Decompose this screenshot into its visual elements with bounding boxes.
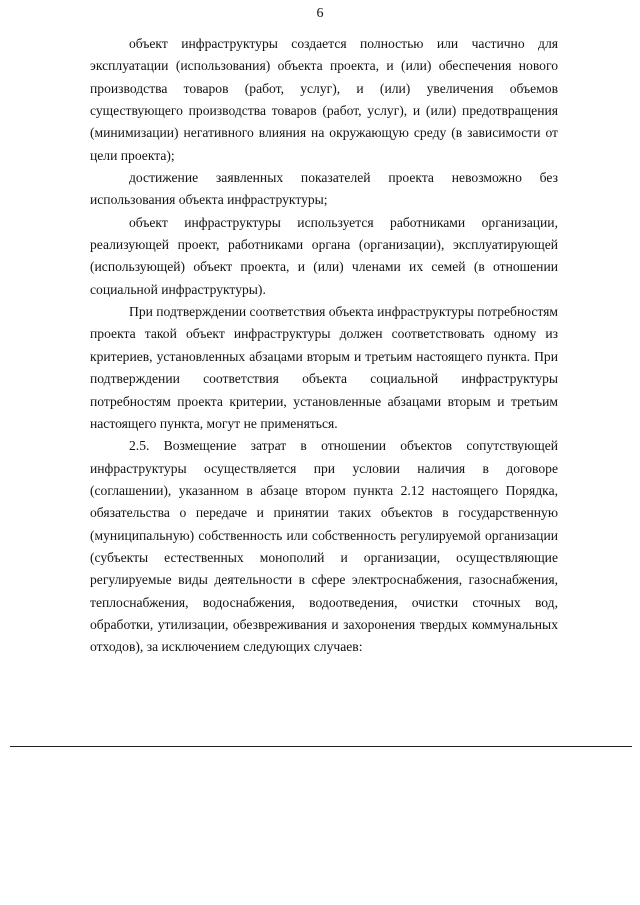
paragraph-indicators: достижение заявленных показателей проекта невозможно без использования объекта инфраструктуры; — [90, 170, 558, 208]
paragraph-workers-usage: объект инфраструктуры используется работниками организации, реализующей проект, работниками органа (организации), эксплуатирующей (использующей) объект проекта, и (или) членами их семей (в отношении социальной инфраструктуры). — [90, 214, 558, 297]
paragraph-section-2-5: 2.5. Возмещение затрат в отношении объектов сопутствующей инфраструктуры осуществляется при условии наличия в договоре (соглашении), указанном в абзаце втором пункта 2.12 настоящего Порядка, обязательства о передаче и принятии таких объектов в государственную (муниципальную) собственность или собственность регулируемой организации (субъекты естественных монополий и организации, осуществляющие регулируемые виды деятельности в сфере электроснабжения, газоснабжения, теплоснабжения, водоснабжения, водоотведения, очистки сточных вод, обработки, утилизации, обезвреживания и захоронения твердых коммунальных отходов), за исключением следующих случаев: — [90, 438, 558, 655]
page-bottom-divider — [10, 746, 632, 747]
paragraph-infrastructure-purpose: объект инфраструктуры создается полностью или частично для эксплуатации (использования) объекта проекта, и (или) обеспечения нового производства товаров (работ, услуг), и (или) увеличения объемов существующего производства товаров (работ, услуг), и (или) предотвращения (минимизации) негативного влияния на окружающую среду (в зависимости от цели проекта); — [90, 36, 558, 163]
page-number: 6 — [316, 6, 324, 21]
document-body — [90, 33, 558, 659]
paragraph-compliance-criteria: При подтверждении соответствия объекта инфраструктуры потребностям проекта такой объект инфраструктуры должен соответствовать одному из критериев, установленных абзацами вторым и третьим настоящего пункта. При подтверждении соответствия объекта социальной инфраструктуры потребностям проекта критерии, установленные абзацами вторым и третьим настоящего пункта, могут не применяться. — [90, 304, 559, 431]
